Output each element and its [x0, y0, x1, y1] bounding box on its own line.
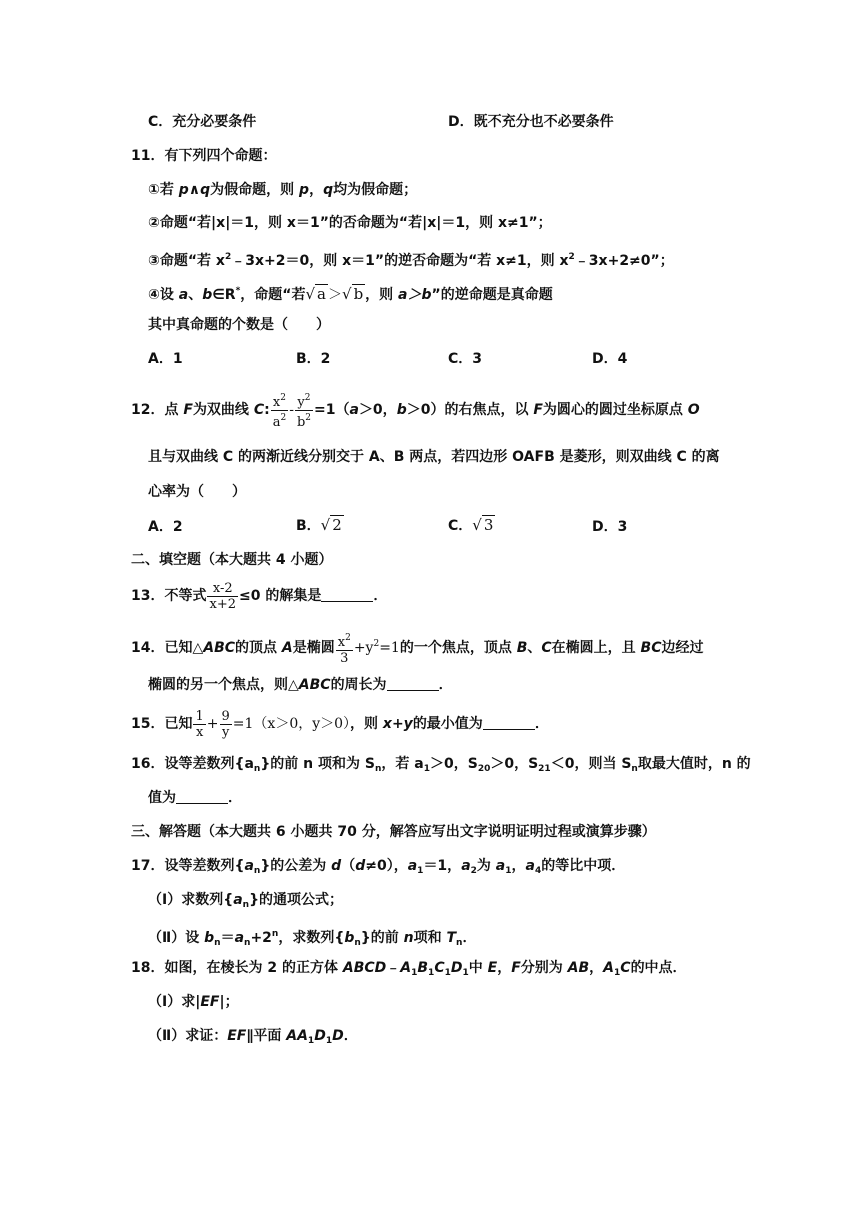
- q12-line-2: 且与双曲线 C 的两渐近线分别交于 A、B 两点，若四边形 OAFB 是菱形，则双曲线 C 的离: [148, 449, 720, 465]
- section-2-heading: 二、填空题（本大题共 4 小题）: [131, 552, 333, 568]
- q14-line-2: 椭圆的另一个焦点，则△ABC的周长为 ．: [148, 677, 453, 693]
- q11-proposition-1: ①若 p∧q为假命题，则 p，q均为假命题；: [148, 182, 418, 198]
- q11-option-a: A．1: [148, 351, 183, 367]
- q15: 15．已知 $\frac{1}{x}$ + $\frac{9}{y}$ =1（x＞0，y＞0），则 x+y的最小值为 ．: [131, 708, 549, 740]
- q18-stem: 18．如图，在棱长为 2 的正方体 $ABCD﹣A_1B_1C_1D_1$中 E，F分别为 AB，$A_1C$的中点．: [131, 960, 687, 978]
- q17-stem: 17．设等差数列$\{a_n\}$的公差为 d（d≠0），$a_1=1$，$a_2$为 $a_1$，$a_4$的等比中项．: [131, 858, 626, 876]
- q15-fraction-1: $\frac{1}{x}$: [195, 708, 204, 740]
- q12-fraction-x: $\frac{x^2}{a^2}$: [272, 392, 287, 430]
- q10-option-d: D．既不充分也不必要条件: [448, 114, 614, 130]
- q11-question: 其中真命题的个数是（ ）: [148, 317, 330, 333]
- q13-answer-blank: [321, 587, 373, 602]
- q15-answer-blank: [483, 715, 535, 730]
- q12-line-1: 12．点 F为双曲线 C: $\frac{x^2}{a^2}$ - $\frac{y^2}{b^2}$ =1（a＞0，b＞0）的右焦点，以 F为圆心的圆过坐标原点 O: [131, 392, 700, 430]
- q12-option-a: A．2: [148, 519, 183, 535]
- q14-line-1: 14．已知△ABC的顶点 A是椭圆 $\frac{x^2}{3}$ $+y^2=1$的一个焦点，顶点 B、C在椭圆上，且 BC边经过: [131, 632, 704, 666]
- q16-answer-blank: [176, 789, 228, 804]
- q11-proposition-2: ②命题“若|x|＝1，则 x＝1”的否命题为“若|x|＝1，则 x≠1”；: [148, 215, 552, 231]
- q13: 13．不等式 $\frac{x-2}{x+2}$ ≤0 的解集是 ．: [131, 580, 388, 612]
- q13-fraction: $\frac{x-2}{x+2}$: [209, 580, 236, 612]
- q16-line-1: 16．设等差数列$\{a_n\}$的前 n 项和为 $S_n$，若 $a_1>0$，$S_{20}>0$，$S_{21}<0$，则当 $S_n$取最大值时，n 的: [131, 756, 751, 774]
- q15-fraction-2: $\frac{9}{y}$: [221, 708, 230, 740]
- q11-proposition-3: ③命题“若 $x^2﹣3x+2=0$，则 x＝1”的逆否命题为“若 x≠1，则 $x^2﹣3x+2\ne 0$”；: [148, 252, 674, 269]
- q12-option-b: B．√ 2: [296, 516, 342, 534]
- section-3-heading: 三、解答题（本大题共 6 小题共 70 分，解答应写出文字说明证明过程或演算步骤）: [131, 824, 656, 840]
- q11-option-d: D．4: [592, 351, 628, 367]
- q12-option-d: D．3: [592, 519, 628, 535]
- q12-line-3: 心率为（ ）: [148, 484, 246, 500]
- q18-part-1: （Ⅰ）求|EF|；: [148, 994, 239, 1010]
- q10-option-c: C．充分必要条件: [148, 114, 257, 130]
- q17-part-1: （Ⅰ）求数列$\{a_n\}$的通项公式；: [148, 892, 344, 910]
- q12-fraction-y: $\frac{y^2}{b^2}$: [296, 392, 311, 430]
- q11-option-c: C．3: [448, 351, 483, 367]
- q14-answer-blank: [387, 676, 439, 691]
- q14-fraction: $\frac{x^2}{3}$: [337, 632, 351, 666]
- q18-part-2: （Ⅱ）求证：EF∥平面 $AA_1D_1D$．: [148, 1028, 358, 1046]
- q12-option-c: C．√ 3: [448, 516, 494, 534]
- q16-line-2: 值为 ．: [148, 790, 242, 806]
- q11-proposition-4: ④设 a、b∈R*，命题“若√ a ＞√ b ，则 a＞b”的逆命题是真命题: [148, 285, 553, 303]
- q17-part-2: （Ⅱ）设 $b_n=a_n+2^n$，求数列$\{b_n\}$的前 n项和 $T_n$．: [148, 929, 477, 948]
- q11-stem: 11．有下列四个命题：: [131, 148, 277, 164]
- q11-option-b: B．2: [296, 351, 331, 367]
